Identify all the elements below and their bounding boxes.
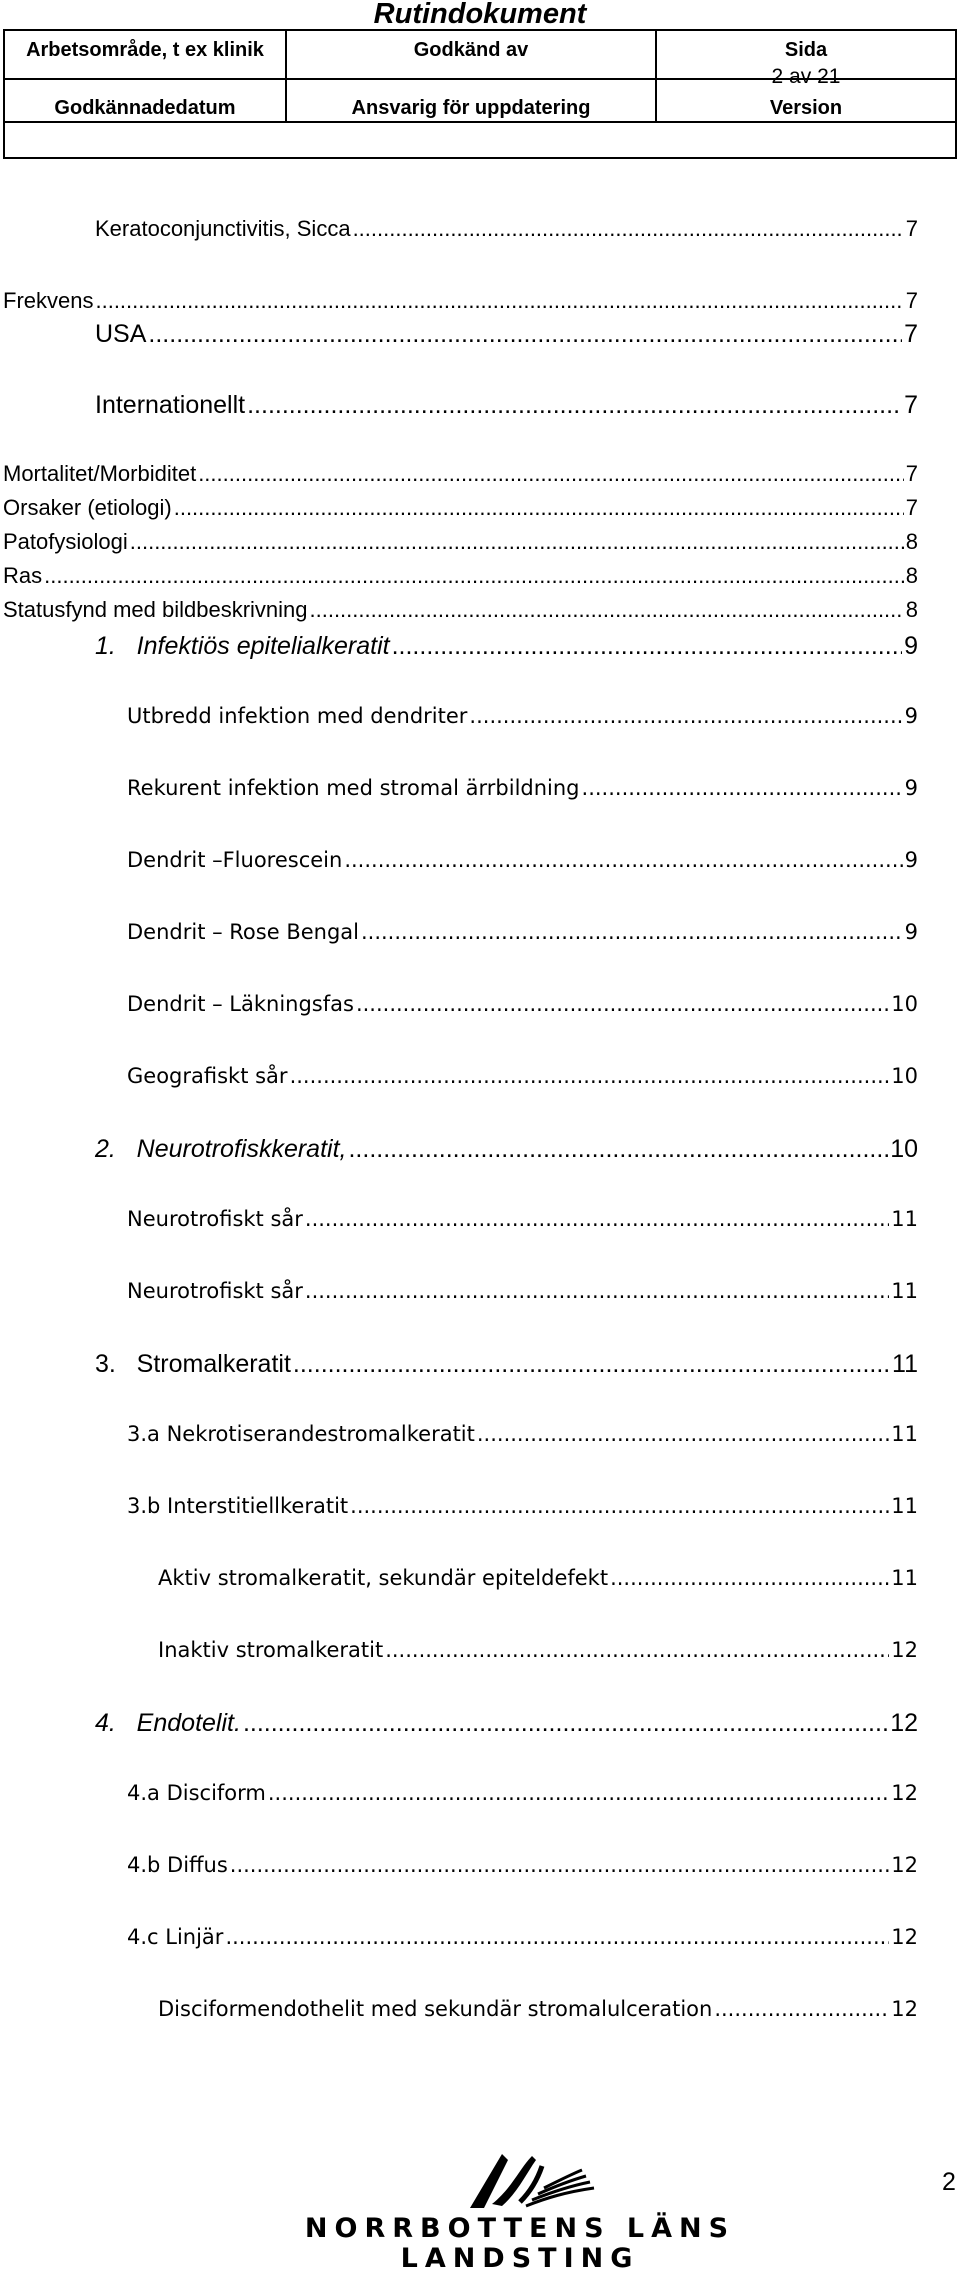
toc-entry-page: 8 xyxy=(905,529,918,554)
toc-leader-dots xyxy=(361,920,903,944)
toc-entry-page: 10 xyxy=(890,1135,918,1163)
toc-entry-page: 7 xyxy=(904,320,918,348)
toc-entry-label: Disciformendothelit med sekundär stromalulceration xyxy=(158,1997,713,2021)
toc-entry[interactable] xyxy=(95,1709,918,1738)
toc-entry-label: 4.c Linjär xyxy=(127,1925,224,1949)
toc-entry-label: Aktiv stromalkeratit, sekundär epiteldefekt xyxy=(158,1566,609,1590)
toc-entry-label: Orsaker (etiologi) xyxy=(3,495,172,520)
header-label-ansvarig: Ansvarig för uppdatering xyxy=(351,97,591,119)
toc-entry-page: 12 xyxy=(891,1638,918,1662)
toc-entry-label: Keratoconjunctivitis, Sicca xyxy=(95,216,351,241)
toc-entry-label: 4.b Diffus xyxy=(127,1853,228,1877)
toc-entry-page: 7 xyxy=(905,461,918,486)
toc-leader-dots xyxy=(243,1709,888,1738)
toc-entry[interactable] xyxy=(127,920,918,944)
toc-leader-dots xyxy=(247,391,902,420)
toc-leader-dots xyxy=(353,216,904,242)
toc-entry[interactable] xyxy=(127,1853,918,1877)
toc-entry-label: 2. Neurotrofiskkeratit, xyxy=(95,1135,347,1163)
toc-leader-dots xyxy=(714,1997,889,2021)
toc-entry[interactable] xyxy=(3,495,918,521)
toc-entry[interactable] xyxy=(95,632,918,661)
toc-leader-dots xyxy=(44,563,904,589)
toc-entry-page: 10 xyxy=(891,992,918,1016)
toc-entry-label: Neurotrofiskt sår xyxy=(127,1207,303,1231)
toc-entry-label: USA xyxy=(95,320,147,348)
page-number: 2 xyxy=(942,2168,956,2196)
header-label-version: Version xyxy=(769,97,843,119)
toc-entry[interactable] xyxy=(3,563,918,589)
header-label-godkand-av: Godkänd av xyxy=(413,39,529,61)
toc-entry[interactable] xyxy=(95,320,918,349)
toc-leader-dots xyxy=(130,529,904,555)
toc-entry[interactable] xyxy=(95,1350,918,1379)
toc-leader-dots xyxy=(305,1207,889,1231)
nll-logo-icon xyxy=(462,2148,612,2212)
toc-entry-page: 8 xyxy=(905,597,918,622)
toc-entry[interactable] xyxy=(127,776,918,800)
toc-entry-label: Utbredd infektion med dendriter xyxy=(127,704,468,728)
toc-entry-page: 7 xyxy=(904,391,918,419)
toc-leader-dots xyxy=(305,1279,889,1303)
toc-leader-dots xyxy=(385,1638,889,1662)
toc-leader-dots xyxy=(174,495,904,521)
toc-entry-label: Patofysiologi xyxy=(3,529,128,554)
toc-entry-label: 4.a Disciform xyxy=(127,1781,266,1805)
toc-entry-page: 7 xyxy=(905,288,918,313)
toc-leader-dots xyxy=(310,597,904,623)
toc-entry[interactable] xyxy=(127,704,918,728)
toc-entry[interactable] xyxy=(127,848,918,872)
toc-entry[interactable] xyxy=(3,461,918,487)
toc-entry-page: 12 xyxy=(891,1925,918,1949)
toc-entry-page: 11 xyxy=(891,1422,918,1446)
toc-entry-label: Neurotrofiskt sår xyxy=(127,1279,303,1303)
toc-entry-page: 11 xyxy=(891,1566,918,1590)
toc-leader-dots xyxy=(392,632,903,661)
toc-entry[interactable] xyxy=(127,1207,918,1231)
toc-leader-dots xyxy=(225,1925,889,1949)
toc-entry-label: Statusfynd med bildbeskrivning xyxy=(3,597,308,622)
toc-leader-dots xyxy=(344,848,902,872)
toc-entry-label: 4. Endotelit. xyxy=(95,1709,241,1737)
toc-entry-label: Dendrit – Rose Bengal xyxy=(127,920,359,944)
toc-entry[interactable] xyxy=(127,1279,918,1303)
toc-entry-page: 11 xyxy=(892,1350,918,1378)
toc-entry[interactable] xyxy=(95,1135,918,1164)
toc-entry-label: Inaktiv stromalkeratit xyxy=(158,1638,384,1662)
toc-entry[interactable] xyxy=(158,1566,918,1590)
toc-entry[interactable] xyxy=(158,1997,918,2021)
toc-entry[interactable] xyxy=(95,216,918,242)
toc-entry-page: 12 xyxy=(891,1781,918,1805)
toc-entry-label: Mortalitet/Morbiditet xyxy=(3,461,197,486)
toc-entry-page: 9 xyxy=(904,776,918,800)
toc-entry-page: 11 xyxy=(891,1279,918,1303)
toc-entry[interactable] xyxy=(127,1925,918,1949)
header-label-arbetsomrade: Arbetsområde, t ex klinik xyxy=(26,39,264,61)
toc-leader-dots xyxy=(95,288,903,314)
toc-entry-page: 7 xyxy=(905,216,918,241)
toc-entry-page: 9 xyxy=(904,848,918,872)
toc-leader-dots xyxy=(293,1350,890,1379)
toc-entry-label: Dendrit –Fluorescein xyxy=(127,848,343,872)
toc-leader-dots xyxy=(469,704,902,728)
toc-entry[interactable] xyxy=(3,597,918,623)
toc-entry-label: Rekurent infektion med stromal ärrbildning xyxy=(127,776,580,800)
toc-entry[interactable] xyxy=(127,1422,918,1446)
toc-entry[interactable] xyxy=(3,529,918,555)
toc-entry-label: 1. Infektiös epitelialkeratit xyxy=(95,632,390,660)
toc-entry-page: 11 xyxy=(891,1207,918,1231)
toc-entry[interactable] xyxy=(127,1494,918,1518)
toc-entry-label: Dendrit – Läkningsfas xyxy=(127,992,354,1016)
toc-leader-dots xyxy=(230,1853,890,1877)
toc-entry-label: 3.a Nekrotiserandestromalkeratit xyxy=(127,1422,475,1446)
toc-entry-page: 9 xyxy=(904,632,918,660)
toc-entry-label: Internationellt xyxy=(95,391,246,419)
toc-entry[interactable] xyxy=(3,288,918,314)
toc-entry-page: 10 xyxy=(891,1064,918,1088)
toc-leader-dots xyxy=(350,1494,889,1518)
toc-leader-dots xyxy=(610,1566,889,1590)
header-label-godkannadedatum: Godkännadedatum xyxy=(54,97,236,119)
toc-entry-label: Ras xyxy=(3,563,43,588)
toc-leader-dots xyxy=(290,1064,890,1088)
toc-entry-page: 11 xyxy=(891,1494,918,1518)
toc-leader-dots xyxy=(477,1422,889,1446)
toc-entry[interactable] xyxy=(127,992,918,1016)
toc-entry-label: Geografiskt sår xyxy=(127,1064,288,1088)
toc-entry-page: 9 xyxy=(904,704,918,728)
toc-leader-dots xyxy=(582,776,903,800)
toc-entry-page: 12 xyxy=(891,1853,918,1877)
toc-leader-dots xyxy=(198,461,904,487)
toc-entry-label: 3. Stromalkeratit xyxy=(95,1350,291,1378)
toc-entry[interactable] xyxy=(127,1781,918,1805)
toc-entry-page: 9 xyxy=(904,920,918,944)
toc-entry[interactable] xyxy=(158,1638,918,1662)
organization-name: NORRBOTTENS LÄNS LANDSTING xyxy=(304,2213,736,2274)
header-label-sida: Sida xyxy=(784,39,828,61)
toc-entry[interactable] xyxy=(95,391,918,420)
header-value-sida: 2 av 21 xyxy=(771,65,841,88)
toc-entry-page: 7 xyxy=(905,495,918,520)
toc-entry-label: 3.b Interstitiellkeratit xyxy=(127,1494,349,1518)
toc-entry[interactable] xyxy=(127,1064,918,1088)
toc-entry-page: 8 xyxy=(905,563,918,588)
toc-entry-page: 12 xyxy=(890,1709,918,1737)
toc-leader-dots xyxy=(268,1781,889,1805)
toc-leader-dots xyxy=(348,1135,888,1164)
toc-entry-page: 12 xyxy=(891,1997,918,2021)
toc-leader-dots xyxy=(148,320,902,349)
document-title: Rutindokument xyxy=(373,0,587,30)
toc-entry-label: Frekvens xyxy=(3,288,94,313)
toc-leader-dots xyxy=(356,992,889,1016)
